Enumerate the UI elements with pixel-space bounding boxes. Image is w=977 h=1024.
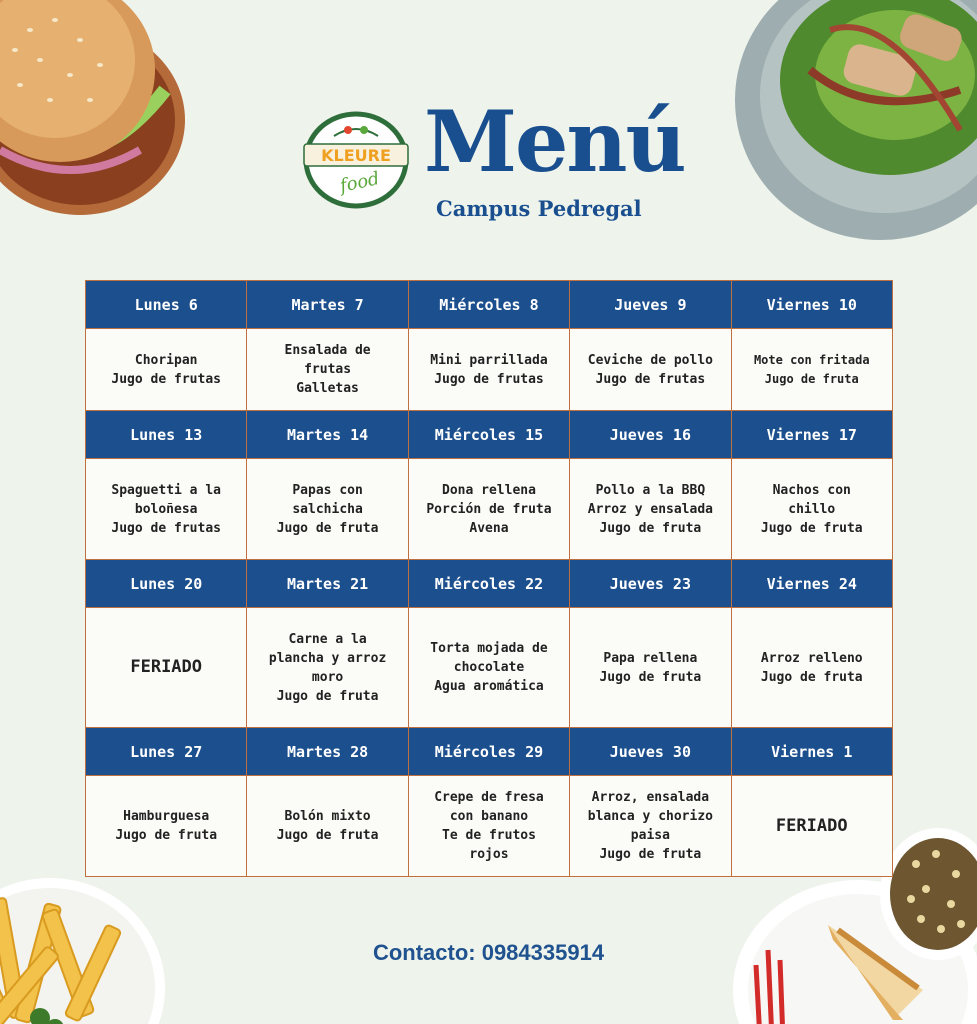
week-header-row [86, 728, 893, 776]
day-header: Martes 28 [247, 728, 408, 776]
day-header: Viernes 10 [731, 281, 892, 329]
contact-info: Contacto: 0984335914 [372, 940, 605, 965]
holiday-cell: FERIADO [731, 776, 892, 877]
meal-cell: Spaguetti a la boloñesa Jugo de frutas [86, 459, 247, 560]
day-header: Jueves 23 [570, 560, 731, 608]
week-header-row [86, 411, 893, 459]
meal-cell: Carne a la plancha y arroz moro Jugo de fruta [247, 608, 408, 728]
day-header: Lunes 27 [86, 728, 247, 776]
burger-image [0, 0, 195, 225]
day-header: Miércoles 15 [408, 411, 569, 459]
meal-cell: Torta mojada de chocolate Agua aromática [408, 608, 569, 728]
meal-cell: Choripan Jugo de frutas [86, 329, 247, 411]
meal-cell: Papa rellena Jugo de fruta [570, 608, 731, 728]
day-header: Viernes 17 [731, 411, 892, 459]
logo-text-top: KLEURE [321, 146, 391, 165]
meal-cell: Nachos con chillo Jugo de fruta [731, 459, 892, 560]
meal-cell: Hamburguesa Jugo de fruta [86, 776, 247, 877]
day-header: Viernes 1 [731, 728, 892, 776]
day-header: Jueves 9 [570, 281, 731, 329]
holiday-cell: FERIADO [86, 608, 247, 728]
day-header: Lunes 20 [86, 560, 247, 608]
meal-cell: Dona rellena Porción de fruta Avena [408, 459, 569, 560]
meal-cell: Arroz relleno Jugo de fruta [731, 608, 892, 728]
day-header: Miércoles 8 [408, 281, 569, 329]
meal-cell: Mote con fritada Jugo de fruta [731, 329, 892, 411]
day-header: Miércoles 29 [408, 728, 569, 776]
meal-cell: Ceviche de pollo Jugo de frutas [570, 329, 731, 411]
page-title: Menú [424, 92, 685, 191]
day-header: Miércoles 22 [408, 560, 569, 608]
week-meals-row [86, 459, 893, 560]
week-meals-row [86, 329, 893, 411]
day-header: Lunes 6 [86, 281, 247, 329]
day-header: Lunes 13 [86, 411, 247, 459]
meal-cell: Crepe de fresa con banano Te de frutos rojos [408, 776, 569, 877]
day-header: Martes 7 [247, 281, 408, 329]
day-header: Martes 21 [247, 560, 408, 608]
meal-cell: Pollo a la BBQ Arroz y ensalada Jugo de fruta [570, 459, 731, 560]
meal-cell: Papas con salchicha Jugo de fruta [247, 459, 408, 560]
logo-text-bottom: food [338, 168, 382, 197]
meal-cell: Mini parrillada Jugo de frutas [408, 329, 569, 411]
salad-plate-image [720, 0, 977, 250]
page-subtitle: Campus Pedregal [436, 196, 642, 221]
kleure-food-logo [300, 108, 412, 210]
week-meals-row [86, 776, 893, 877]
day-header: Jueves 30 [570, 728, 731, 776]
week-header-row [86, 281, 893, 329]
day-header: Viernes 24 [731, 560, 892, 608]
day-header: Martes 14 [247, 411, 408, 459]
week-meals-row [86, 608, 893, 728]
menu-table [85, 280, 893, 877]
week-header-row [86, 560, 893, 608]
meal-cell: Ensalada de frutas Galletas [247, 329, 408, 411]
meal-cell: Bolón mixto Jugo de fruta [247, 776, 408, 877]
meal-cell: Arroz, ensalada blanca y chorizo paisa Jugo de fruta [570, 776, 731, 877]
day-header: Jueves 16 [570, 411, 731, 459]
